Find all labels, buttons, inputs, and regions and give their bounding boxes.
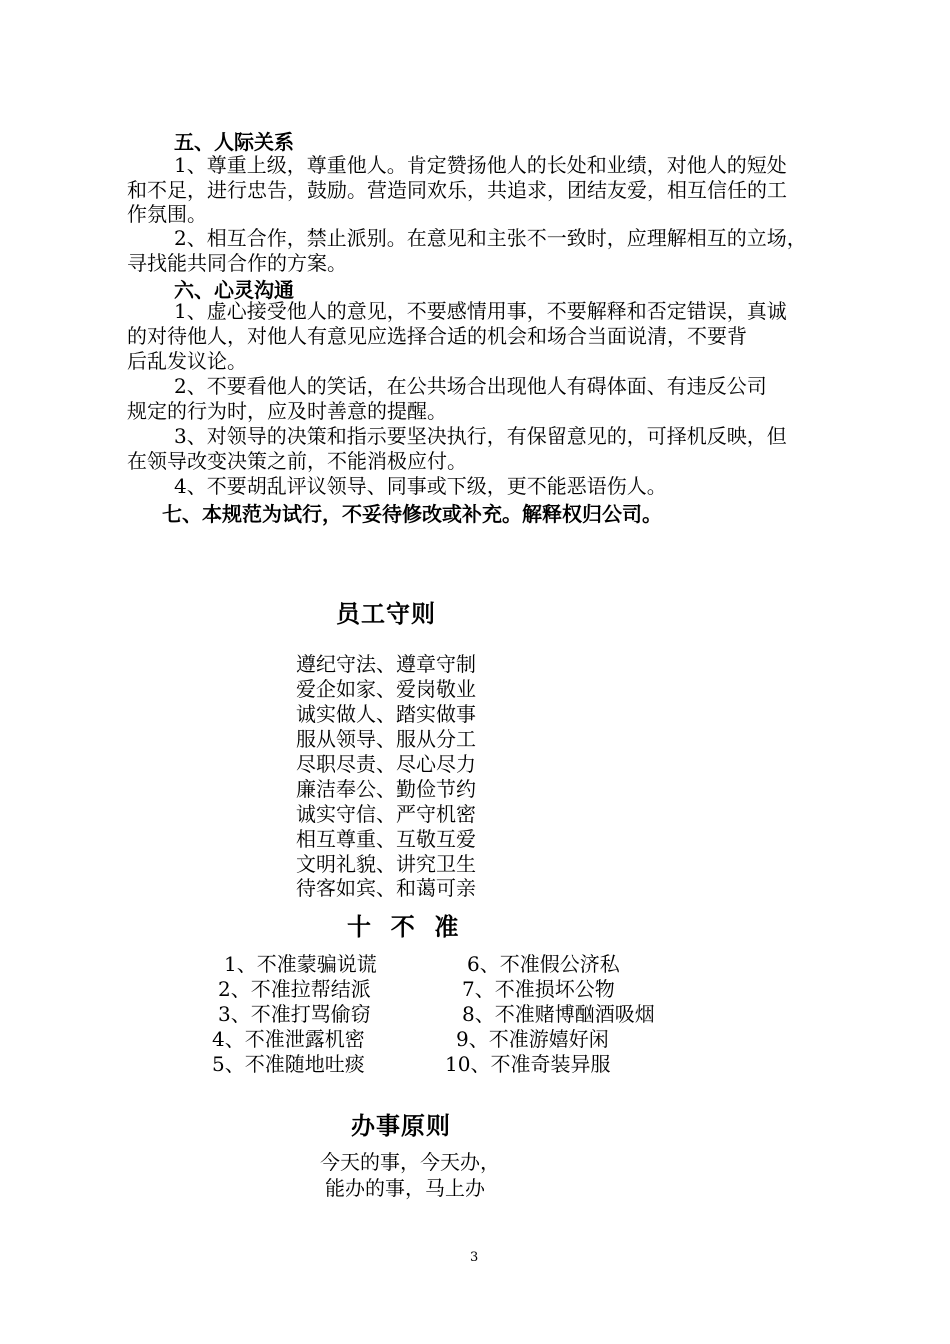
principles-line: 今天的事，今天办， xyxy=(320,1150,500,1174)
section6-p3-line2: 在领导改变决策之前，不能消极应付。 xyxy=(127,449,467,473)
section5-p2-line2: 寻找能共同合作的方案。 xyxy=(127,251,347,275)
ten-right-item: 10、不准奇装异服 xyxy=(445,1052,611,1076)
rules-item: 相互尊重、互敬互爱 xyxy=(296,827,476,851)
rules-item: 爱企如家、爱岗敬业 xyxy=(296,677,476,701)
ten-right-item: 9、不准游嬉好闲 xyxy=(456,1027,609,1051)
section5-p1-line3: 作氛围。 xyxy=(127,202,207,226)
section6-p2-line1: 2、不要看他人的笑话，在公共场合出现他人有碍体面、有违反公司 xyxy=(174,374,767,398)
section7-text: 七、本规范为试行，不妥待修改或补充。解释权归公司。 xyxy=(162,502,662,526)
section5-p2-line1: 2、相互合作，禁止派别。在意见和主张不一致时，应理解相互的立场， xyxy=(174,226,807,250)
ten-left-item: 2、不准拉帮结派 xyxy=(218,977,371,1001)
ten-left-item: 5、不准随地吐痰 xyxy=(212,1052,365,1076)
principles-title: 办事原则 xyxy=(351,1111,451,1140)
section6-p3-line1: 3、对领导的决策和指示要坚决执行，有保留意见的，可择机反映，但 xyxy=(174,424,787,448)
section6-p1-line2: 的对待他人，对他人有意见应选择合适的机会和场合当面说清，不要背 xyxy=(127,324,747,348)
section6-p1-line3: 后乱发议论。 xyxy=(127,349,247,373)
rules-item: 服从领导、服从分工 xyxy=(296,727,476,751)
ten-left-item: 3、不准打骂偷窃 xyxy=(218,1002,371,1026)
section6-p1-line1: 1、虚心接受他人的意见，不要感情用事，不要解释和否定错误，真诚 xyxy=(174,299,787,323)
page-number: 3 xyxy=(470,1250,479,1265)
rules-item: 诚实守信、严守机密 xyxy=(296,802,476,826)
rules-item: 待客如宾、和蔼可亲 xyxy=(296,876,476,900)
section6-p2-line2: 规定的行为时，应及时善意的提醒。 xyxy=(127,399,447,423)
rules-item: 诚实做人、踏实做事 xyxy=(296,702,476,726)
ten-right-item: 6、不准假公济私 xyxy=(467,952,620,976)
section6-heading: 六、心灵沟通 xyxy=(174,278,294,302)
ten-left-item: 4、不准泄露机密 xyxy=(212,1027,365,1051)
rules-item: 廉洁奉公、勤俭节约 xyxy=(296,777,476,801)
section5-p1-line2: 和不足，进行忠告，鼓励。营造同欢乐，共追求，团结友爱，相互信任的工 xyxy=(127,178,787,202)
ten-left-item: 1、不准蒙骗说谎 xyxy=(224,952,377,976)
rules-item: 遵纪守法、遵章守制 xyxy=(296,652,476,676)
ten-right-item: 8、不准赌博酗酒吸烟 xyxy=(462,1002,655,1026)
ten-title: 十 不 准 xyxy=(347,912,460,941)
rules-title: 员工守则 xyxy=(336,599,436,628)
section6-p4-line1: 4、不要胡乱评议领导、同事或下级，更不能恶语伤人。 xyxy=(174,474,667,498)
principles-line: 能办的事，马上办 xyxy=(325,1176,485,1200)
rules-item: 尽职尽责、尽心尽力 xyxy=(296,752,476,776)
section5-p1-line1: 1、尊重上级，尊重他人。肯定赞扬他人的长处和业绩，对他人的短处 xyxy=(174,153,787,177)
rules-item: 文明礼貌、讲究卫生 xyxy=(296,852,476,876)
ten-right-item: 7、不准损坏公物 xyxy=(462,977,615,1001)
section5-heading: 五、人际关系 xyxy=(174,130,294,154)
